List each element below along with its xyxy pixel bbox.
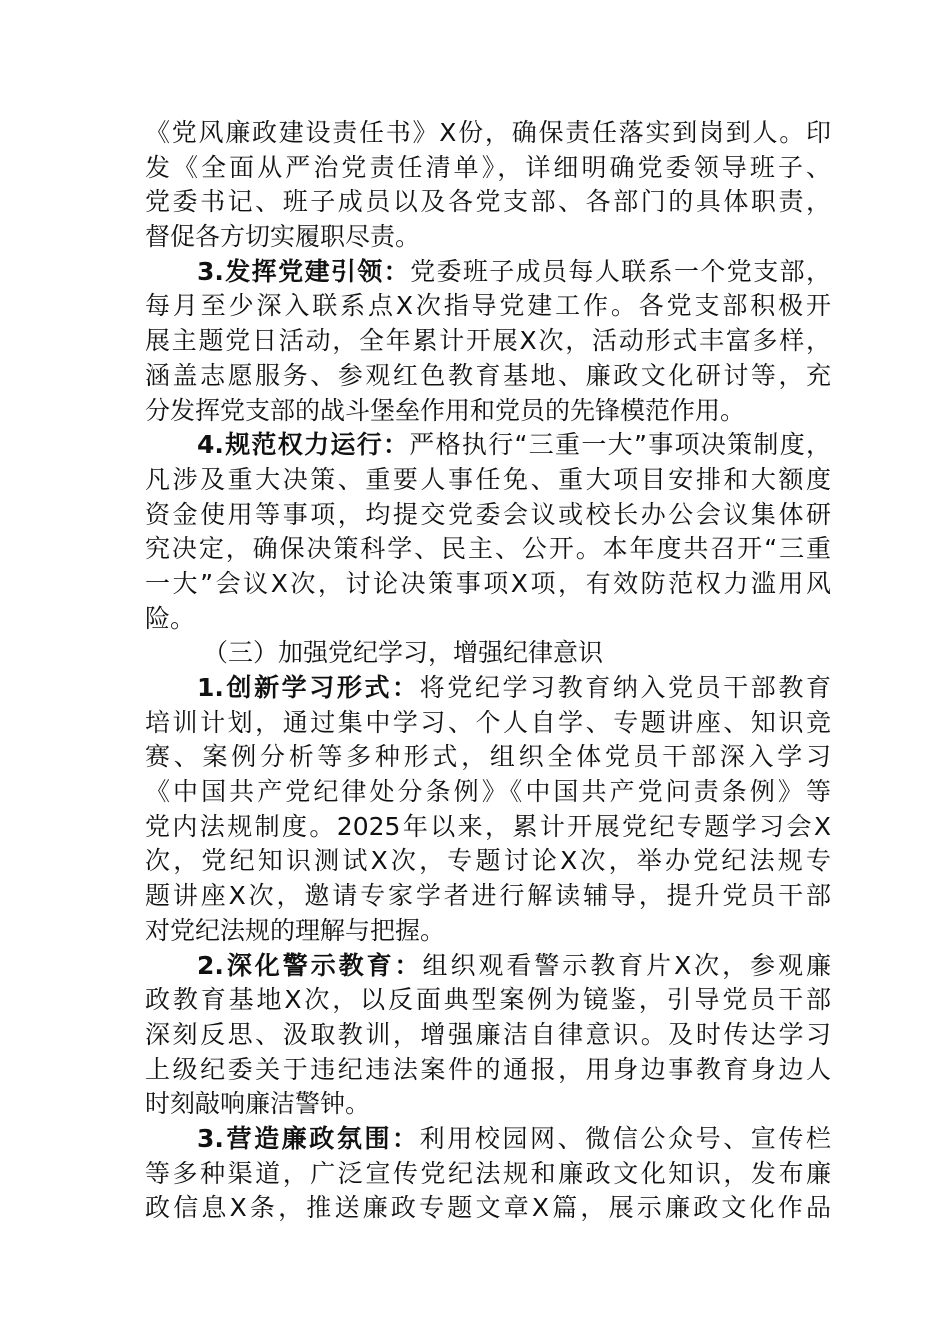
line-text: 利用校园网、微信公众号、宣传栏: [419, 1123, 831, 1153]
line-text: 题讲座X次，邀请专家学者进行解读辅导，提升党员干部: [145, 881, 831, 911]
text-line: [145, 116, 831, 151]
line-text: 展主题党日活动，全年累计开展X次，活动形式丰富多样，: [145, 326, 831, 356]
text-line: [145, 844, 831, 879]
text-line: [145, 255, 831, 290]
text-line: [145, 324, 831, 359]
line-text: （三）加强党纪学习，增强纪律意识: [203, 638, 604, 668]
text-line: [145, 463, 831, 498]
line-text: 发《全面从严治党责任清单》，详细明确党委领导班子、: [145, 152, 831, 182]
text-line: [145, 706, 831, 741]
text-line: [145, 567, 831, 602]
text-line: [145, 359, 831, 394]
text-line: [145, 1191, 831, 1226]
text-line: [145, 428, 831, 463]
line-text: 凡涉及重大决策、重要人事任免、重大项目安排和大额度: [145, 464, 831, 494]
line-text: 分发挥党支部的战斗堡垒作用和党员的先锋模范作用。: [145, 395, 746, 425]
paragraph: [145, 949, 831, 1122]
item-heading: 4.规范权力运行：: [197, 430, 410, 460]
line-text: 时刻敲响廉洁警钟。: [145, 1089, 371, 1119]
text-line: [145, 185, 831, 220]
item-heading: 2.深化警示教育：: [197, 950, 423, 980]
text-line: [145, 498, 831, 533]
line-text: 政教育基地X次，以反面典型案例为镜鉴，引导党员干部: [145, 985, 831, 1015]
line-text: 组织观看警示教育片X次，参观廉: [422, 950, 831, 980]
text-line: [145, 289, 831, 324]
line-text: 深刻反思、汲取教训，增强廉洁自律意识。及时传达学习: [145, 1019, 831, 1049]
line-text: 党委班子成员每人联系一个党支部，: [410, 256, 831, 286]
text-line: [145, 879, 831, 914]
line-text: 每月至少深入联系点X次指导党建工作。各党支部积极开: [145, 291, 831, 321]
text-line: [145, 914, 831, 949]
line-text: 严格执行“三重一大”事项决策制度，: [409, 430, 831, 460]
text-line: [145, 983, 831, 1018]
paragraph: [145, 671, 831, 949]
text-line: [145, 949, 831, 984]
line-text: 将党纪学习教育纳入党员干部教育: [419, 673, 831, 702]
line-text: 政信息X条，推送廉政专题文章X篇，展示廉政文化作品: [145, 1193, 831, 1223]
paragraph: [145, 255, 831, 428]
paragraph: [145, 1122, 831, 1226]
line-text: 险。: [145, 603, 196, 633]
item-heading: 1.创新学习形式：: [197, 673, 420, 702]
line-text: 等多种渠道，广泛宣传党纪法规和廉政文化知识，发布廉: [145, 1158, 831, 1188]
line-text: 一大”会议X次，讨论决策事项X项，有效防范权力滥用风: [145, 568, 831, 598]
text-line: [145, 394, 831, 429]
line-text: 赛、案例分析等多种形式，组织全体党员干部深入学习: [145, 742, 831, 772]
text-line: [145, 532, 831, 567]
text-line: [145, 151, 831, 186]
text-line: [145, 671, 831, 706]
text-line: [145, 740, 831, 775]
line-text: 涵盖志愿服务、参观红色教育基地、廉政文化研讨等，充: [145, 360, 831, 390]
line-text: 党委书记、班子成员以及各党支部、各部门的具体职责，: [145, 187, 831, 217]
line-text: 《中国共产党纪律处分条例》《中国共产党问责条例》等: [145, 777, 831, 807]
text-line: [145, 810, 831, 845]
document-page: [145, 116, 831, 1226]
paragraph: [145, 116, 831, 255]
line-text: 党内法规制度。2025年以来，累计开展党纪专题学习会X: [145, 811, 831, 841]
text-line: [145, 602, 831, 637]
section-heading: [145, 636, 831, 671]
line-text: 次，党纪知识测试X次，专题讨论X次，举办党纪法规专: [145, 846, 831, 876]
text-line: [145, 1087, 831, 1122]
line-text: 培训计划，通过集中学习、个人自学、专题讲座、知识竞: [145, 707, 831, 737]
item-heading: 3.营造廉政氛围：: [197, 1123, 420, 1153]
line-text: 究决定，确保决策科学、民主、公开。本年度共召开“三重: [145, 534, 831, 564]
text-line: [145, 220, 831, 255]
line-text: 督促各方切实履职尽责。: [145, 222, 421, 252]
text-line: [145, 1018, 831, 1053]
text-line: [145, 1157, 831, 1192]
line-text: 《党风廉政建设责任书》X份，确保责任落实到岗到人。印: [145, 118, 831, 147]
item-heading: 3.发挥党建引领：: [197, 256, 411, 286]
text-line: [145, 1053, 831, 1088]
line-text: 上级纪委关于违纪违法案件的通报，用身边事教育身边人: [145, 1054, 831, 1084]
text-line: [145, 1122, 831, 1157]
text-line: [145, 636, 831, 671]
line-text: 对党纪法规的理解与把握。: [145, 915, 446, 945]
line-text: 资金使用等事项，均提交党委会议或校长办公会议集体研: [145, 499, 831, 529]
text-line: [145, 775, 831, 810]
paragraph: [145, 428, 831, 636]
